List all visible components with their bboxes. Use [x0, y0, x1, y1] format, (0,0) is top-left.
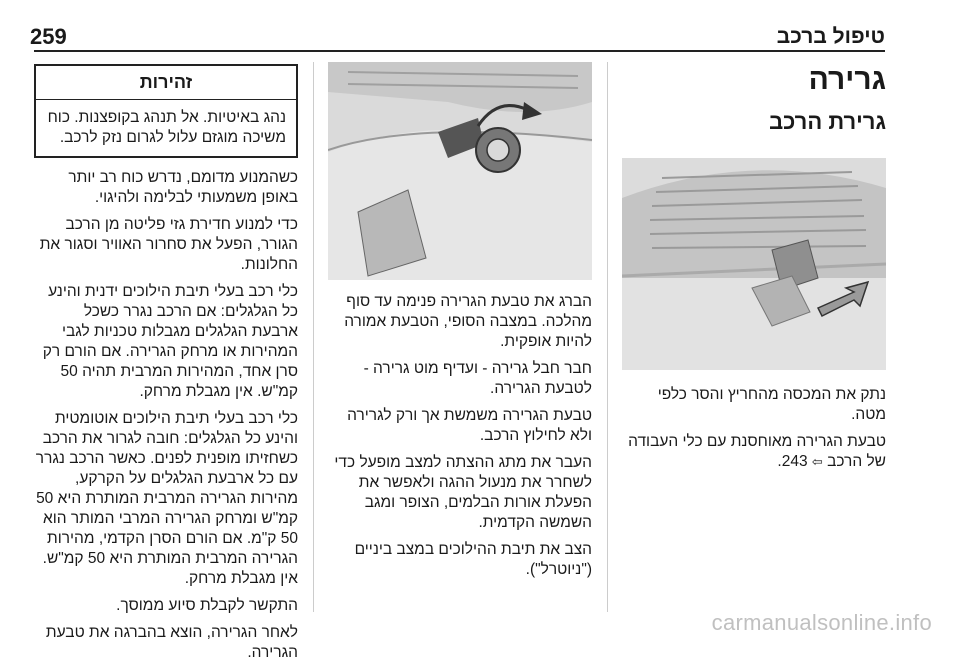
right-column: [622, 62, 886, 479]
header-rule: [34, 50, 885, 52]
subsection-title: גרירת הרכב: [769, 109, 886, 134]
paragraph: הברג את טבעת הגרירה פנימה עד סוף מהלכה. במצבה הסופי, הטבעת אמורה להיות אופקית.: [344, 293, 592, 350]
running-title: טיפול ברכב: [776, 25, 885, 48]
left-column: [34, 64, 298, 670]
paragraph: נתק את המכסה מהחריץ והסר כלפי מטה.: [657, 386, 886, 423]
paragraph: לאחר הגרירה, הוצא בהברגה את טבעת הגרירה.: [45, 624, 298, 661]
watermark: carmanualsonline.info: [711, 610, 932, 635]
paragraph: התקשר לקבלת סיוע ממוסך.: [116, 597, 298, 614]
towing-eye-illustration: [328, 62, 592, 280]
paragraph: כשהמנוע מדומם, נדרש כוח רב יותר באופן משמעותי לבלימה ולהיגוי.: [68, 169, 298, 206]
paragraph-storage: טבעת הגרירה מאוחסנת עם כלי העבודה של הרכב ⇦ 243.: [628, 433, 886, 470]
paragraph: כלי רכב בעלי תיבת הילוכים אוטומטית והינע כל הגלגלים: חובה לגרור את הרכב כשחזיתו מופנית לפנים. כאשר הרכב נגרר עם כל ארבעת הגלגלים על הקרקע, מהירות הגרירה המרבית המותרת היא 50 קמ"ש ומרחק הגרירה המרבי המותר הוא 50 ק"מ. אם הורם הסרן הקדמי, מהירות הגרירה המרבית המותרת היא 50 קמ"ש. אין מגבלת מרחק.: [35, 410, 298, 587]
bumper-cover-illustration: [622, 158, 886, 370]
paragraph-text: טבעת הגרירה מאוחסנת עם כלי העבודה של הרכב: [628, 433, 886, 470]
paragraph: הצב את תיבת ההילוכים במצב ביניים ("ניוטרל").: [354, 541, 592, 578]
column-divider: [313, 62, 314, 612]
middle-column: [328, 62, 592, 587]
paragraph: כדי למנוע חדירת גזי פליטה מן הרכב הגורר, הפעל את סחרור האוויר וסגור את החלונות.: [39, 216, 298, 273]
page-header: [30, 22, 885, 52]
warning-title: זהירות: [36, 66, 296, 100]
paragraph: חבר חבל גרירה - ועדיף מוט גרירה - לטבעת הגרירה.: [363, 360, 592, 397]
reference-page-number: 243: [781, 453, 808, 470]
page-number: 259: [30, 24, 67, 49]
paragraph: טבעת הגרירה משמשת אך ורק לגרירה ולא לחילוץ הרכב.: [347, 407, 592, 444]
page-reference-icon: ⇦: [811, 454, 823, 469]
paragraph: כלי רכב בעלי תיבת הילוכים ידנית והינע כל הגלגלים: אם הרכב נגרר כשכל ארבעת הגלגלים מגבלות טכניות לגבי המהירות או מרחק הגרירה. אם הורם רק סרן אחד, המהירות המרבית תהיה 50 קמ"ש. אין מגבלת מרחק.: [42, 283, 298, 400]
paragraph: העבר את מתג ההצתה למצב מופעל כדי לשחרר את מנעול ההגה ולאפשר את הפעלת אורות הבלמים, הצופר ומגב השמשה הקדמית.: [334, 454, 592, 531]
column-divider: [607, 62, 608, 612]
warning-box: [34, 64, 298, 158]
warning-text: נהג באיטיות. אל תנהג בקופצנות. כוח משיכה מוגזם עלול לגרום נזק לרכב.: [47, 109, 286, 146]
section-title: גרירה: [808, 63, 886, 96]
